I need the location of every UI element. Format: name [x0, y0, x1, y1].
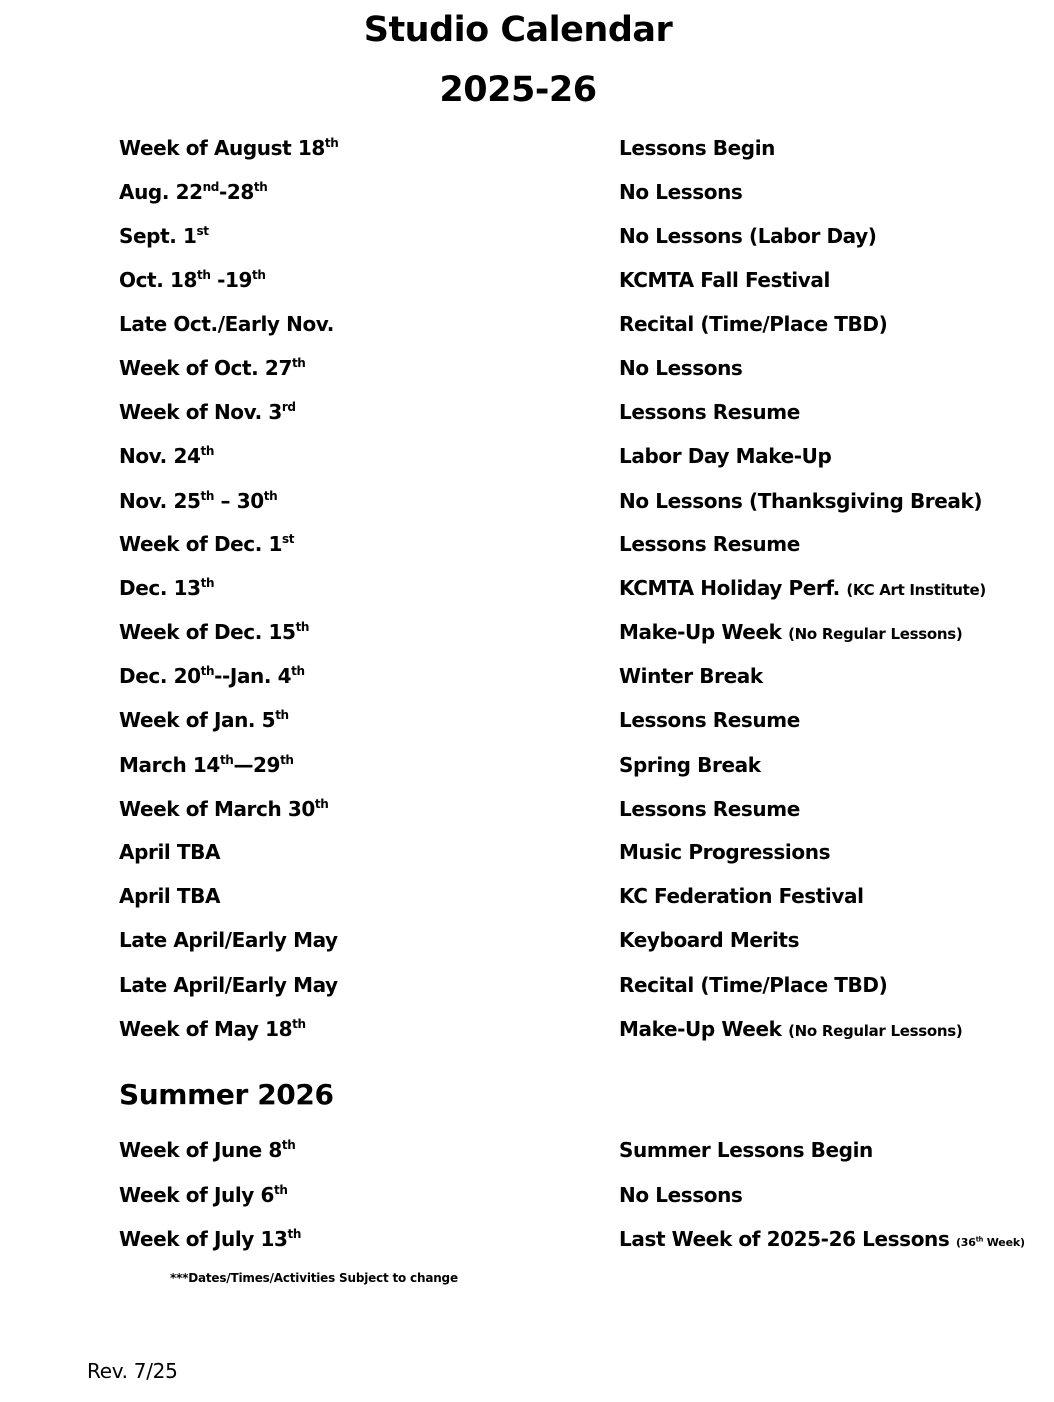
date-cell: Sept. 1st: [119, 224, 209, 248]
event-cell: No Lessons (Thanksgiving Break): [619, 489, 983, 513]
event-cell: Summer Lessons Begin: [619, 1138, 873, 1162]
schedule-row: [0, 1138, 1054, 1168]
date-cell: April TBA: [119, 840, 221, 864]
summer-heading: Summer 2026: [119, 1078, 334, 1111]
date-cell: Late April/Early May: [119, 928, 338, 952]
event-cell: Lessons Begin: [619, 136, 775, 160]
schedule-row: [0, 576, 1054, 606]
schedule-row: [0, 797, 1054, 827]
event-cell: No Lessons: [619, 356, 743, 380]
date-cell: Dec. 13th: [119, 576, 215, 600]
schedule-row: [0, 664, 1054, 694]
schedule-row: [0, 444, 1054, 474]
date-cell: Oct. 18th -19th: [119, 268, 266, 292]
event-cell: Music Progressions: [619, 840, 831, 864]
date-cell: Nov. 24th: [119, 444, 214, 468]
event-cell: Last Week of 2025-26 Lessons (36th Week): [619, 1227, 1025, 1251]
event-cell: Keyboard Merits: [619, 928, 800, 952]
event-cell: Lessons Resume: [619, 797, 800, 821]
event-note: (KC Art Institute): [846, 581, 986, 599]
date-cell: Week of May 18th: [119, 1017, 306, 1041]
schedule-row: [0, 928, 1054, 958]
event-cell: Recital (Time/Place TBD): [619, 312, 888, 336]
event-cell: Winter Break: [619, 664, 763, 688]
event-cell: Make-Up Week (No Regular Lessons): [619, 620, 963, 644]
event-cell: No Lessons (Labor Day): [619, 224, 877, 248]
schedule-row: [0, 1183, 1054, 1213]
date-cell: Week of March 30th: [119, 797, 329, 821]
event-note: (No Regular Lessons): [788, 1022, 963, 1040]
event-cell: KC Federation Festival: [619, 884, 864, 908]
schedule-row: [0, 884, 1054, 914]
date-cell: Late Oct./Early Nov.: [119, 312, 335, 336]
schedule-row: [0, 753, 1054, 783]
event-cell: No Lessons: [619, 1183, 743, 1207]
date-cell: Week of Jan. 5th: [119, 708, 289, 732]
schedule-row: [0, 973, 1054, 1003]
schedule-row: [0, 708, 1054, 738]
date-cell: Week of Oct. 27th: [119, 356, 306, 380]
schedule-row: [0, 224, 1054, 254]
schedule-row: [0, 1227, 1054, 1257]
event-cell: Make-Up Week (No Regular Lessons): [619, 1017, 963, 1041]
schedule-row: [0, 356, 1054, 386]
date-cell: March 14th—29th: [119, 753, 294, 777]
event-cell: No Lessons: [619, 180, 743, 204]
event-cell: Recital (Time/Place TBD): [619, 973, 888, 997]
date-cell: Week of Dec. 15th: [119, 620, 310, 644]
date-cell: Late April/Early May: [119, 973, 338, 997]
date-cell: Aug. 22nd-28th: [119, 180, 268, 204]
event-cell: KCMTA Holiday Perf. (KC Art Institute): [619, 576, 986, 600]
schedule-row: [0, 400, 1054, 430]
date-cell: Dec. 20th--Jan. 4th: [119, 664, 305, 688]
schedule-row: [0, 1017, 1054, 1047]
schedule-row: [0, 268, 1054, 298]
page-subtitle-year: 2025-26: [439, 70, 597, 110]
date-cell: Week of August 18th: [119, 136, 339, 160]
date-cell: Week of Dec. 1st: [119, 532, 295, 556]
event-note: (36th Week): [955, 1235, 1025, 1249]
schedule-row: [0, 312, 1054, 342]
disclaimer-note: ***Dates/Times/Activities Subject to change: [170, 1271, 458, 1285]
event-cell: Lessons Resume: [619, 708, 800, 732]
schedule-row: [0, 840, 1054, 870]
date-cell: Week of June 8th: [119, 1138, 296, 1162]
page-title: Studio Calendar: [363, 10, 673, 50]
schedule-row: [0, 136, 1054, 166]
date-cell: Week of July 13th: [119, 1227, 301, 1251]
revision-label: Rev. 7/25: [87, 1359, 178, 1383]
event-cell: Labor Day Make-Up: [619, 444, 832, 468]
event-cell: Lessons Resume: [619, 400, 800, 424]
date-cell: April TBA: [119, 884, 221, 908]
event-cell: KCMTA Fall Festival: [619, 268, 830, 292]
schedule-row: [0, 489, 1054, 519]
date-cell: Week of July 6th: [119, 1183, 288, 1207]
event-note: (No Regular Lessons): [788, 625, 963, 643]
schedule-row: [0, 620, 1054, 650]
date-cell: Nov. 25th – 30th: [119, 489, 278, 513]
date-cell: Week of Nov. 3rd: [119, 400, 296, 424]
schedule-row: [0, 532, 1054, 562]
event-cell: Lessons Resume: [619, 532, 800, 556]
schedule-row: [0, 180, 1054, 210]
event-cell: Spring Break: [619, 753, 761, 777]
